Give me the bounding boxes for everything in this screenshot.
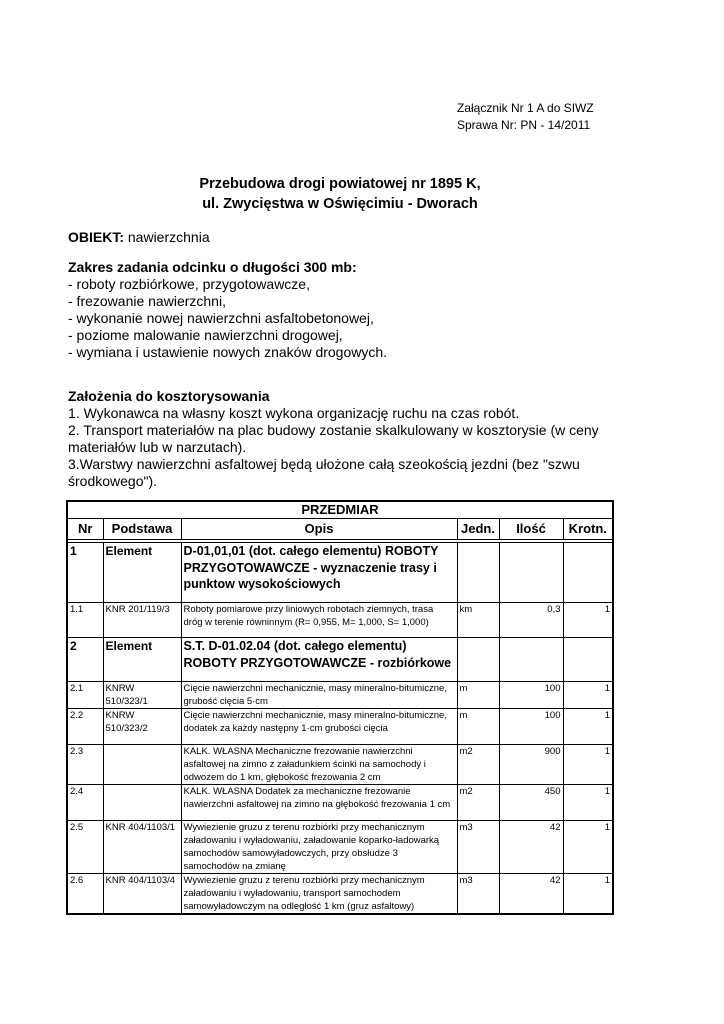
cell-opis: S.T. D-01.02.04 (dot. całego elementu) ROBOTY PRZYGOTOWAWCZE - rozbiórkowe xyxy=(181,638,457,682)
cell-nr: 2.2 xyxy=(67,709,103,745)
cell-jedn: m3 xyxy=(457,821,499,874)
cell-krotn xyxy=(563,543,613,603)
cell-krotn: 1 xyxy=(563,821,613,874)
scope-item: - poziome malowanie nawierzchni drogowej, xyxy=(68,327,343,343)
scope-item: - wymiana i ustawienie nowych znaków drogowych. xyxy=(68,344,388,360)
cell-nr: 2 xyxy=(67,638,103,682)
scope-item: - frezowanie nawierzchni, xyxy=(68,293,226,309)
cell-podstawa: Element xyxy=(103,638,181,682)
cell-nr: 2.6 xyxy=(67,874,103,915)
cell-podstawa xyxy=(103,745,181,785)
cell-jedn: m3 xyxy=(457,874,499,915)
column-header-krotn: Krotn. xyxy=(563,519,613,540)
cell-nr: 1.1 xyxy=(67,603,103,638)
cell-ilosc: 100 xyxy=(499,709,563,745)
case-number: Sprawa Nr: PN - 14/2011 xyxy=(457,118,591,132)
cell-jedn: m2 xyxy=(457,745,499,785)
cell-podstawa xyxy=(103,785,181,821)
cell-krotn: 1 xyxy=(563,874,613,915)
cell-ilosc: 450 xyxy=(499,785,563,821)
scope-section xyxy=(68,259,387,361)
assumptions-section xyxy=(68,388,628,490)
table-title: PRZEDMIAR xyxy=(67,501,613,519)
cell-opis: KALK. WŁASNA Mechaniczne frezowanie nawierzchni asfaltowej na zimno z załadunkiem ścinki na samochody i odwozem do 1 km, głębokość frezowania 2 cm xyxy=(181,745,457,785)
cell-jedn: km xyxy=(457,603,499,638)
cell-krotn: 1 xyxy=(563,709,613,745)
cell-ilosc: 42 xyxy=(499,821,563,874)
cell-krotn xyxy=(563,638,613,682)
cell-jedn: m xyxy=(457,709,499,745)
column-header-podstawa: Podstawa xyxy=(103,519,181,540)
cell-nr: 2.5 xyxy=(67,821,103,874)
document-reference xyxy=(457,100,594,134)
assumption-item: 1. Wykonawca na własny koszt wykona organizację ruchu na czas robót. xyxy=(68,405,520,421)
table-row xyxy=(67,543,613,603)
cell-podstawa: KNRW 510/323/2 xyxy=(103,709,181,745)
cell-podstawa: KNRW 510/323/1 xyxy=(103,682,181,709)
column-header-nr: Nr xyxy=(67,519,103,540)
table-row xyxy=(67,785,613,821)
scope-item: - wykonanie nowej nawierzchni asfaltobetonowej, xyxy=(68,310,374,326)
column-header-opis: Opis xyxy=(181,519,457,540)
table-row xyxy=(67,709,613,745)
table-row xyxy=(67,821,613,874)
cell-nr: 1 xyxy=(67,543,103,603)
cell-podstawa: Element xyxy=(103,543,181,603)
scope-item: - roboty rozbiórkowe, przygotowawcze, xyxy=(68,276,310,292)
cell-podstawa: KNR 201/119/3 xyxy=(103,603,181,638)
cell-krotn: 1 xyxy=(563,785,613,821)
cell-nr: 2.4 xyxy=(67,785,103,821)
assumptions-heading: Założenia do kosztorysowania xyxy=(68,388,270,404)
cell-nr: 2.1 xyxy=(67,682,103,709)
object-line xyxy=(68,228,210,246)
scope-heading: Zakres zadania odcinku o długości 300 mb: xyxy=(68,259,357,275)
table-row xyxy=(67,603,613,638)
cell-jedn xyxy=(457,543,499,603)
table-row xyxy=(67,745,613,785)
cell-ilosc xyxy=(499,638,563,682)
cell-opis: Cięcie nawierzchni mechanicznie, masy mineralno-bitumiczne, grubość cięcia 5·cm xyxy=(181,682,457,709)
cell-krotn: 1 xyxy=(563,682,613,709)
cell-jedn: m xyxy=(457,682,499,709)
cell-ilosc: 0,3 xyxy=(499,603,563,638)
cell-nr: 2.3 xyxy=(67,745,103,785)
column-header-ilosc: Ilość xyxy=(499,519,563,540)
cell-krotn: 1 xyxy=(563,603,613,638)
object-value: nawierzchnia xyxy=(127,229,210,245)
cell-opis: Wywiezienie gruzu z terenu rozbiórki przy mechanicznym załadowaniu i wyładowaniu, załadowanie koparko-ładowarką samochodów samowyładowczych, przy obsłudze 3 samochodów na zmianę xyxy=(181,821,457,874)
cell-krotn: 1 xyxy=(563,745,613,785)
cell-jedn: m2 xyxy=(457,785,499,821)
assumption-item: 3.Warstwy nawierzchni asfaltowej będą ułożone całą szeokością jezdni (bez "szwu środkowego"). xyxy=(68,456,580,489)
cell-podstawa: KNR 404/1103/1 xyxy=(103,821,181,874)
cell-ilosc: 100 xyxy=(499,682,563,709)
attachment-label: Załącznik Nr 1 A do SIWZ xyxy=(457,101,594,115)
object-label: OBIEKT: xyxy=(68,229,124,245)
cell-podstawa: KNR 404/1103/4 xyxy=(103,874,181,915)
table-row xyxy=(67,874,613,915)
cell-opis: Cięcie nawierzchni mechanicznie, masy mineralno-bitumiczne, dodatek za każdy następny 1·cm grubości cięcia xyxy=(181,709,457,745)
cell-ilosc: 42 xyxy=(499,874,563,915)
cell-jedn xyxy=(457,638,499,682)
bill-of-quantities-table xyxy=(66,500,614,915)
title-line-2: ul. Zwycięstwa w Oświęcimiu - Dworach xyxy=(202,196,478,212)
table-row xyxy=(67,682,613,709)
document-title xyxy=(150,174,530,214)
table-row xyxy=(67,638,613,682)
title-line-1: Przebudowa drogi powiatowej nr 1895 K, xyxy=(199,176,481,192)
cell-opis: Wywiezienie gruzu z terenu rozbiórki przy mechanicznym załadowaniu i wyładowaniu, transport samochodem samowyładowczym na odległość 1 km (gruz asfaltowy) xyxy=(181,874,457,915)
cell-opis: D-01,01,01 (dot. całego elementu) ROBOTY PRZYGOTOWAWCZE - wyznaczenie trasy i punktow wysokościowych xyxy=(181,543,457,603)
cell-ilosc: 900 xyxy=(499,745,563,785)
cell-ilosc xyxy=(499,543,563,603)
cell-opis: Roboty pomiarowe przy liniowych robotach ziemnych, trasa dróg w terenie równinnym (R= 0,955, M= 1,000, S= 1,000) xyxy=(181,603,457,638)
cell-opis: KALK. WŁASNA Dodatek za mechaniczne frezowanie nawierzchni asfaltowej na zimno na głębokość frezowania 1 cm xyxy=(181,785,457,821)
assumption-item: 2. Transport materiałów na plac budowy zostanie skalkulowany w kosztorysie (w ceny materiałów lub w narzutach). xyxy=(68,422,599,455)
column-header-jedn: Jedn. xyxy=(457,519,499,540)
